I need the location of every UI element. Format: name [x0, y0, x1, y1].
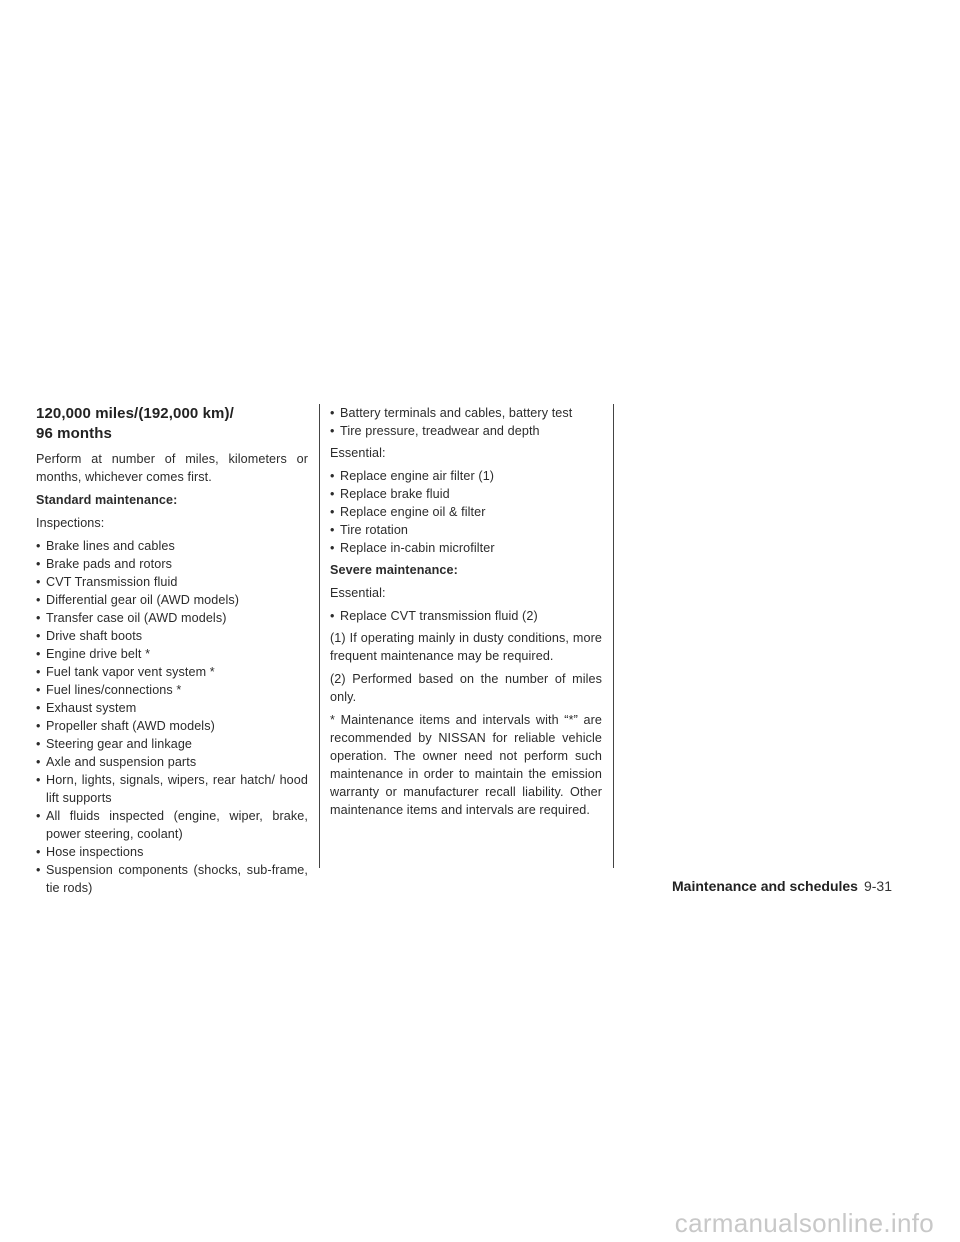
- list-item: • Hose inspections: [36, 845, 144, 859]
- inspections-label: Inspections:: [36, 516, 105, 530]
- essential-list: [330, 467, 602, 557]
- list-item: • Tire rotation: [330, 523, 409, 537]
- title-line-2: 96 months: [36, 425, 112, 442]
- bullet-icon: •: [36, 773, 41, 787]
- watermark: [0, 1208, 960, 1238]
- bullet-icon: •: [36, 701, 41, 715]
- bullet-icon: •: [36, 845, 41, 859]
- list-item: • Fuel lines/connections *: [36, 683, 182, 697]
- list-item: • Suspension components (shocks, sub-frame, tie rods): [36, 863, 308, 895]
- bullet-icon: •: [36, 683, 41, 697]
- bullet-icon: •: [330, 469, 335, 483]
- bullet-icon: •: [36, 629, 41, 643]
- page-number: 9-31: [863, 878, 892, 894]
- inspection-list-continued: [330, 404, 602, 440]
- section-title: [36, 404, 308, 444]
- bullet-icon: •: [330, 609, 335, 623]
- bullet-icon: •: [36, 863, 41, 877]
- column-divider-right: [613, 404, 614, 868]
- list-item: • Replace engine air filter (1): [330, 469, 495, 483]
- bullet-icon: •: [36, 719, 41, 733]
- bullet-icon: •: [330, 523, 335, 537]
- bullet-icon: •: [36, 755, 41, 769]
- list-item: • Tire pressure, treadwear and depth: [330, 424, 540, 438]
- right-column: [330, 404, 602, 824]
- list-item: • Brake pads and rotors: [36, 557, 173, 571]
- left-column: [36, 404, 308, 901]
- inspection-list: [36, 537, 308, 897]
- bullet-icon: •: [36, 809, 41, 823]
- list-item: • Engine drive belt *: [36, 647, 151, 661]
- list-item: • Exhaust system: [36, 701, 137, 715]
- list-item: • Fuel tank vapor vent system *: [36, 665, 215, 679]
- list-item: • Steering gear and linkage: [36, 737, 193, 751]
- bullet-icon: •: [330, 487, 335, 501]
- list-item: • CVT Transmission fluid: [36, 575, 178, 589]
- severe-maintenance-heading: Severe maintenance:: [330, 563, 458, 577]
- list-item: • Horn, lights, signals, wipers, rear hatch/ hood lift supports: [36, 773, 308, 805]
- bullet-icon: •: [330, 505, 335, 519]
- bullet-icon: •: [36, 737, 41, 751]
- standard-maintenance-heading: Standard maintenance:: [36, 493, 178, 507]
- bullet-icon: •: [36, 539, 41, 553]
- list-item: • Axle and suspension parts: [36, 755, 197, 769]
- list-item: • Replace engine oil & filter: [330, 505, 486, 519]
- column-divider-left: [319, 404, 320, 868]
- bullet-icon: •: [330, 541, 335, 555]
- footnote-2: (2) Performed based on the number of miles only.: [330, 672, 602, 704]
- bullet-icon: •: [330, 424, 335, 438]
- intro-text: Perform at number of miles, kilometers or months, whichever comes first.: [36, 452, 308, 484]
- list-item: • Battery terminals and cables, battery test: [330, 406, 573, 420]
- severe-list: [330, 607, 602, 625]
- footer-section-title: Maintenance and schedules: [672, 878, 858, 894]
- bullet-icon: •: [330, 406, 335, 420]
- bullet-icon: •: [36, 593, 41, 607]
- footnote-asterisk: * Maintenance items and intervals with “*” are recommended by NISSAN for reliable vehicle operation. The owner need not perform such maintenance in order to maintain the emission warranty or manufacturer recall liability. Other maintenance items and intervals are required.: [330, 713, 602, 817]
- severe-essential-label: Essential:: [330, 586, 386, 600]
- bullet-icon: •: [36, 647, 41, 661]
- bullet-icon: •: [36, 557, 41, 571]
- essential-label: Essential:: [330, 446, 386, 460]
- bullet-icon: •: [36, 611, 41, 625]
- list-item: • Propeller shaft (AWD models): [36, 719, 215, 733]
- list-item: • Replace brake fluid: [330, 487, 450, 501]
- list-item: • Replace CVT transmission fluid (2): [330, 609, 538, 623]
- footnote-1: (1) If operating mainly in dusty conditions, more frequent maintenance may be required.: [330, 631, 602, 663]
- bullet-icon: •: [36, 575, 41, 589]
- title-line-1: 120,000 miles/(192,000 km)/: [36, 405, 234, 422]
- list-item: • Differential gear oil (AWD models): [36, 593, 240, 607]
- list-item: • Transfer case oil (AWD models): [36, 611, 227, 625]
- watermark-text: carmanualsonline.info: [674, 1208, 934, 1238]
- list-item: • Brake lines and cables: [36, 539, 175, 553]
- list-item: • All fluids inspected (engine, wiper, brake, power steering, coolant): [36, 809, 308, 841]
- list-item: • Drive shaft boots: [36, 629, 143, 643]
- page-footer: [672, 876, 892, 896]
- list-item: • Replace in-cabin microfilter: [330, 541, 495, 555]
- bullet-icon: •: [36, 665, 41, 679]
